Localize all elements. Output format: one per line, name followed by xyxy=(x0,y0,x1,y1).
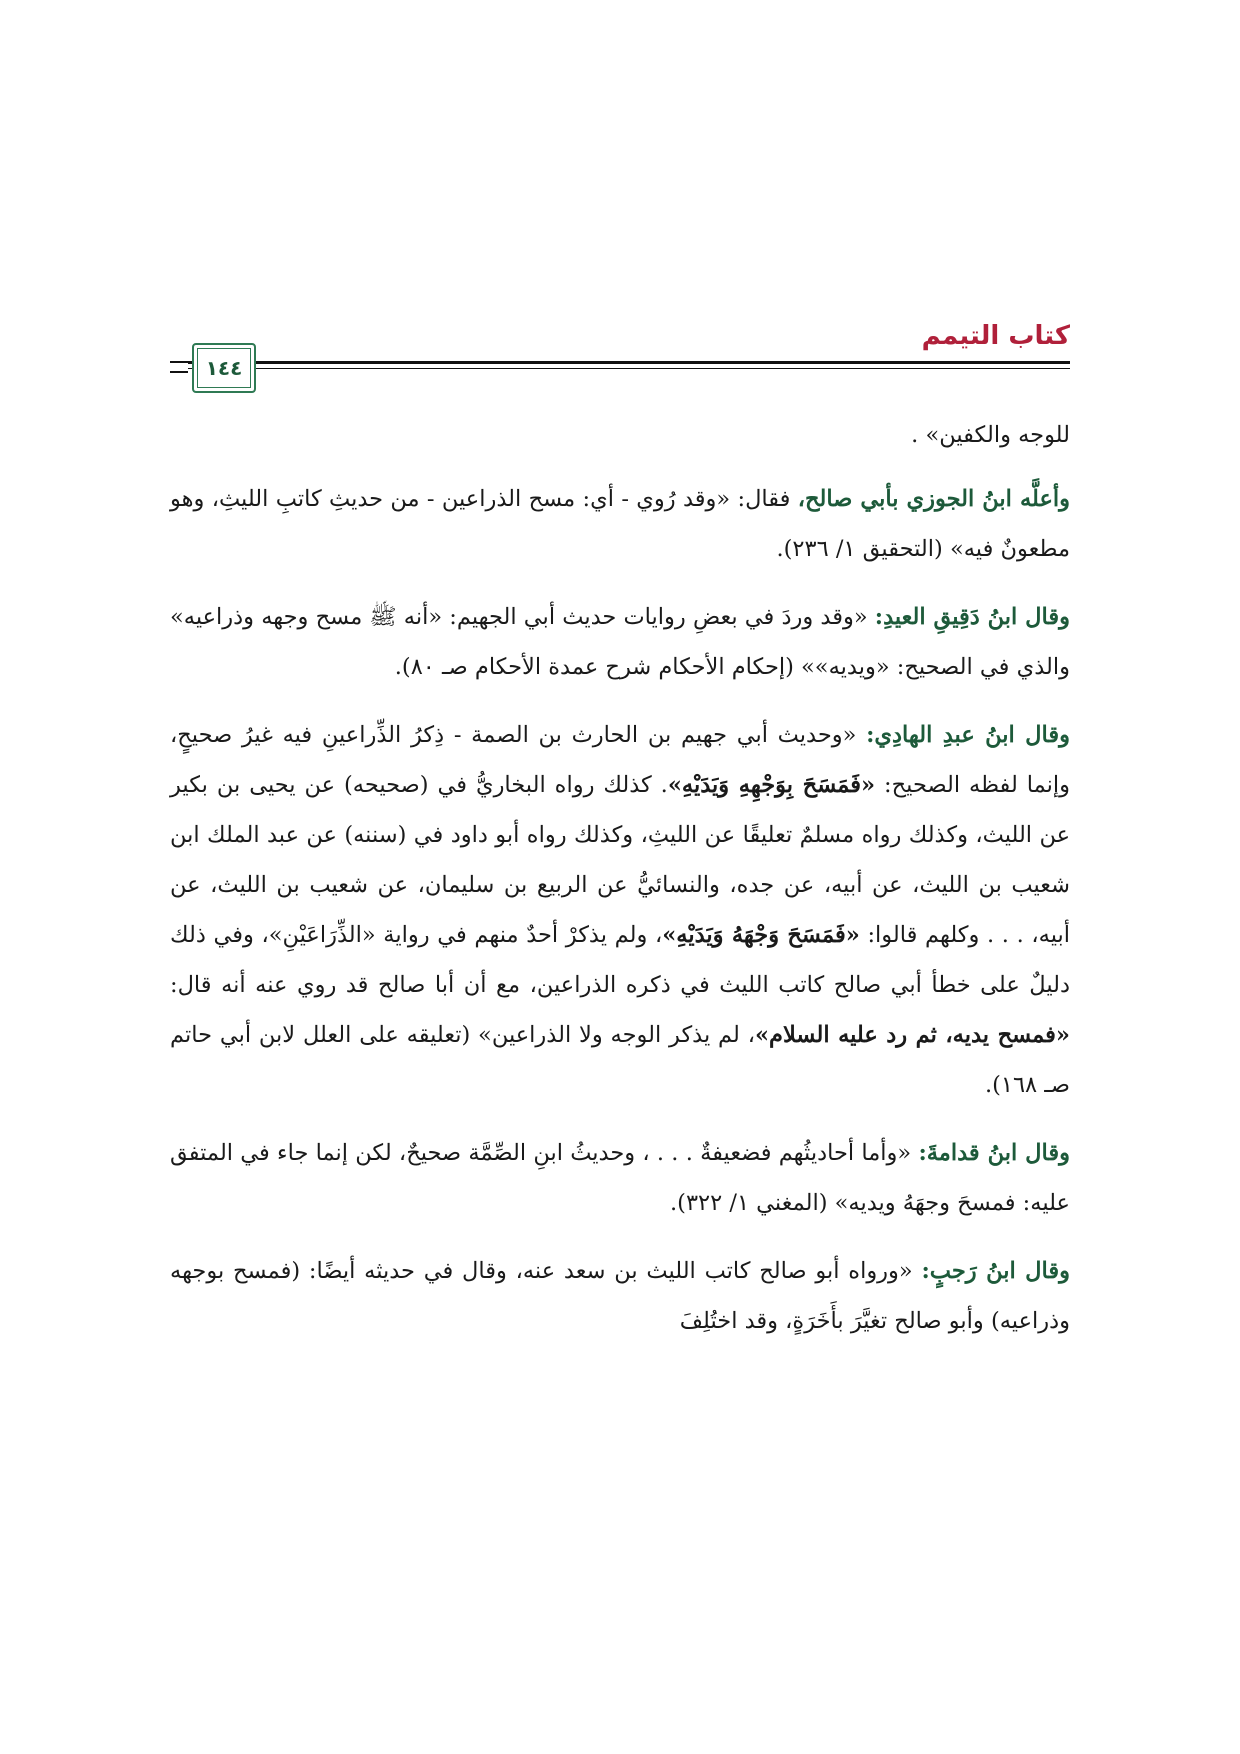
paragraph-text: ، لم يذكر الوجه ولا الذراعين» (تعليقه على العلل لابن أبي حاتم صـ ١٦٨). xyxy=(170,1022,1070,1098)
hadith-quote: «فمسح يديه، ثم رد عليه السلام» xyxy=(754,1022,1070,1048)
header-rule-thin xyxy=(170,368,1070,369)
page-number: ١٤٤ xyxy=(205,356,243,380)
speaker-label: وقال ابنُ عبدِ الهادِي: xyxy=(866,722,1070,748)
paragraph-text: . كذلك رواه البخاريُّ في (صحيحه) عن يحيى بن بكير عن الليث، وكذلك رواه مسلمٌ تعليقًا عن الليثِ، وكذلك رواه أبو داود في (سننه) عن عبد الملك ابن شعيب بن الليث، عن أبيه، عن جده، والنسائيُّ عن الربيع بن سليمان، عن شعيب بن الليث، عن أبيه، . . . وكلهم قالوا: xyxy=(170,772,1071,948)
paragraph-text: «ورواه أبو صالح كاتب الليث بن سعد عنه، وقال في حديثه أيضًا: (فمسح بوجهه وذراعيه) وأبو صالح تغيَّرَ بأَخَرَةٍ، وقد اختُلِفَ xyxy=(170,1258,1070,1334)
paragraph-ibn-daqiq-al-eid xyxy=(170,592,1070,692)
header-rule-end xyxy=(170,361,188,373)
page-header xyxy=(170,305,1070,385)
paragraph-continuation xyxy=(170,410,1070,460)
paragraph-text: ، ولم يذكرْ أحدٌ منهم في رواية «الذِّرَاعَيْنِ»، وفي ذلك دليلٌ على خطأ أبي صالح كاتب الليث في ذكره الذراعين، مع أن أبا صالح قد روي عنه أنه قال: xyxy=(170,922,1070,998)
speaker-label: وقال ابنُ دَقِيقِ العيدِ: xyxy=(874,604,1070,630)
paragraph-ibn-rajab xyxy=(170,1246,1070,1346)
paragraph-text: للوجه والكفين» . xyxy=(911,422,1070,448)
hadith-quote: «فَمَسَحَ بِوَجْهِهِ وَيَدَيْهِ» xyxy=(667,772,876,798)
speaker-label: وأعلَّه ابنُ الجوزي بأبي صالح، xyxy=(797,486,1071,512)
paragraph-ibn-al-jawzi xyxy=(170,474,1070,574)
paragraph-text: فقال: «وقد رُوي - أي: مسح الذراعين - من حديثِ كاتبِ الليثِ، وهو مطعونٌ فيه» (التحقيق ١/ ٢٣٦). xyxy=(170,486,1070,562)
hadith-quote: «فَمَسَحَ وَجْهَهُ وَيَدَيْهِ» xyxy=(662,922,860,948)
paragraph-ibn-qudamah xyxy=(170,1128,1070,1228)
page-body xyxy=(170,410,1070,1364)
header-rule-thick xyxy=(170,361,1070,364)
speaker-label: وقال ابنُ رَجبٍ: xyxy=(921,1258,1070,1284)
paragraph-ibn-abd-al-hadi xyxy=(170,710,1070,1110)
paragraph-text: «وحديث أبي جهيم بن الحارث بن الصمة - ذِكرُ الذِّراعينِ فيه غيرُ صحيحٍ، وإنما لفظه الصحيح: xyxy=(170,722,1070,798)
speaker-label: وقال ابنُ قدامةَ: xyxy=(918,1140,1070,1166)
paragraph-text: «وقد وردَ في بعضِ روايات حديث أبي الجهيم: «أنه ﷺ مسح وجهه وذراعيه» والذي في الصحيح: «ويديه»» (إحكام الأحكام شرح عمدة الأحكام صـ ٨٠). xyxy=(170,604,1070,680)
page-number-frame xyxy=(192,343,256,393)
book-title: كتاب التيمم xyxy=(921,321,1070,351)
paragraph-text: «وأما أحاديثُهم فضعيفةٌ . . . ، وحديثُ ابنِ الصِّمَّة صحيحٌ، لكن إنما جاء في المتفق عليه: فمسحَ وجهَهُ ويديه» (المغني ١/ ٣٢٢). xyxy=(170,1140,1070,1216)
